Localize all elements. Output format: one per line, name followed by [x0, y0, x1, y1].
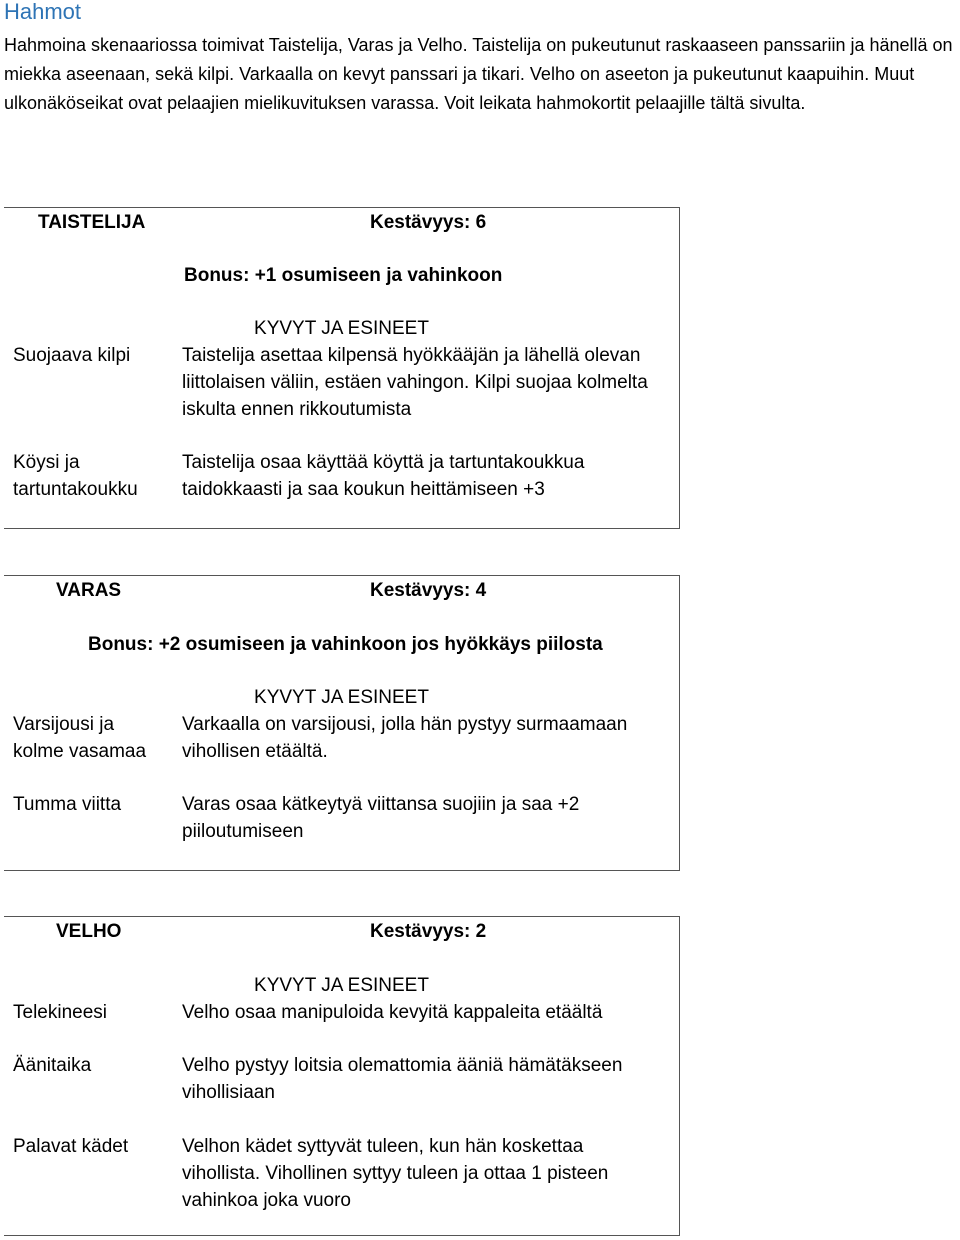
intro-paragraph: Hahmoina skenaariossa toimivat Taistelija, Varas ja Velho. Taistelija on pukeutunut raskaaseen panssariin ja hänellä on miekka aseenaan, sekä kilpi. Varkaalla on kevyt panssari ja tikari. Velho on aseeton ja pukeutunut kaapuihin. Muut ulkonäköseikat ovat pelaajien mielikuvituksen varassa. Voit leikata hahmokortit pelaajille tältä sivulta. [4, 35, 953, 113]
card-name: TAISTELIJA [38, 212, 146, 233]
item-desc: Velho pystyy loitsia olemattomia ääniä hämätäkseen vihollisiaan [182, 1055, 623, 1103]
item-name: Äänitaika [13, 1055, 92, 1076]
card-bonus: Bonus: +2 osumiseen ja vahinkoon jos hyökkäys piilosta [88, 634, 603, 655]
item-name: Köysi ja tartuntakoukku [13, 452, 138, 500]
page-heading: Hahmot [4, 0, 82, 24]
item-name: Varsijousi ja kolme vasamaa [13, 714, 147, 762]
item-name: Suojaava kilpi [13, 345, 131, 366]
item-desc: Taistelija asettaa kilpensä hyökkääjän ja lähellä olevan liittolaisen väliin, estäen vahingon. Kilpi suojaa kolmelta iskulta ennen rikkoutumista [182, 345, 648, 420]
item-name: Tumma viitta [13, 794, 122, 815]
item-desc: Varas osaa kätkeytyä viittansa suojiin ja saa +2 piiloutumiseen [182, 794, 580, 842]
item-name: Telekineesi [13, 1002, 107, 1023]
card-bonus: Bonus: +1 osumiseen ja vahinkoon [184, 265, 503, 286]
card-durability: Kestävyys: 4 [370, 580, 487, 601]
abilities-header: KYVYT JA ESINEET [254, 687, 429, 708]
item-desc: Taistelija osaa käyttää köyttä ja tartuntakoukkua taidokkaasti ja saa koukun heittämiseen +3 [182, 452, 585, 500]
item-name: Palavat kädet [13, 1136, 129, 1157]
item-desc: Velhon kädet syttyvät tuleen, kun hän koskettaa vihollista. Vihollinen syttyy tuleen ja ottaa 1 pisteen vahinkoa joka vuoro [182, 1136, 609, 1211]
character-card-taistelija [4, 207, 680, 529]
card-name: VELHO [56, 921, 122, 942]
item-desc: Velho osaa manipuloida kevyitä kappaleita etäältä [182, 1002, 603, 1023]
abilities-header: KYVYT JA ESINEET [254, 318, 429, 339]
item-desc: Varkaalla on varsijousi, jolla hän pystyy surmaamaan vihollisen etäältä. [182, 714, 628, 762]
card-durability: Kestävyys: 2 [370, 921, 487, 942]
abilities-header: KYVYT JA ESINEET [254, 975, 429, 996]
character-card-velho [4, 916, 680, 1236]
card-name: VARAS [56, 580, 122, 601]
character-card-varas [4, 575, 680, 871]
card-durability: Kestävyys: 6 [370, 212, 487, 233]
